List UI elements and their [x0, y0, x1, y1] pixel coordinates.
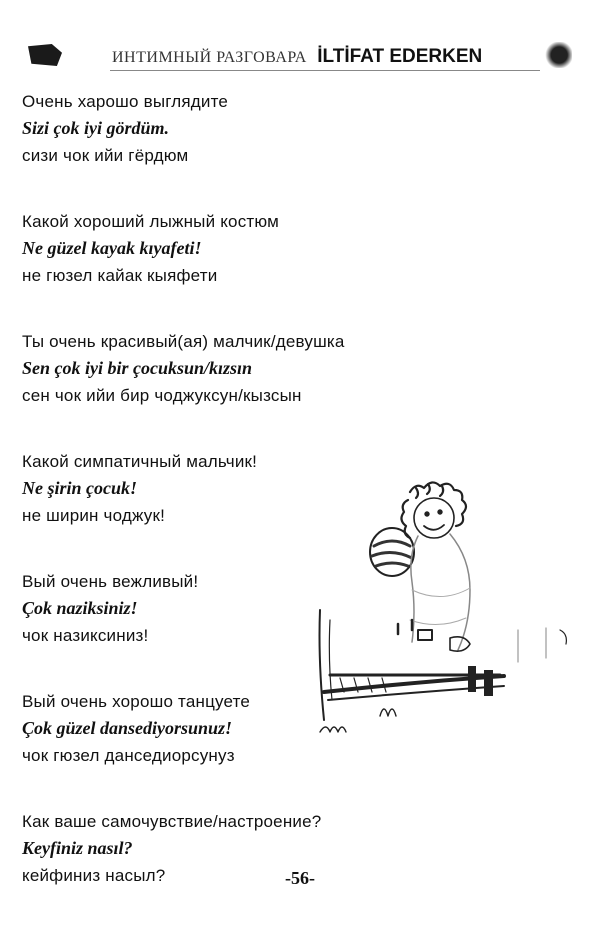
phrase-entry	[22, 208, 442, 289]
page-number: -56-	[285, 868, 315, 888]
phrase-transliteration: сизи чок ийи гёрдюм	[22, 146, 189, 165]
phrase-transliteration: сен чок ийи бир чоджуксун/кызсын	[22, 386, 302, 405]
phrase-transliteration: не гюзел кайак кыяфети	[22, 266, 218, 285]
phrase-russian: Очень харошо выглядите	[22, 92, 229, 111]
phrase-entry	[22, 328, 442, 409]
phrase-turkish: Ne şirin çocuk!	[22, 478, 138, 498]
phrase-transliteration: не ширин чоджук!	[22, 506, 166, 525]
phrase-russian: Вый очень хорошо танцуете	[22, 692, 251, 711]
phrase-transliteration: чок назиксиниз!	[22, 626, 149, 645]
phrase-turkish: Ne güzel kayak kıyafeti!	[22, 238, 202, 258]
phrase-turkish: Çok güzel dansediyorsunuz!	[22, 718, 233, 738]
page-header	[0, 40, 600, 74]
phrase-russian: Ты очень красивый(ая) малчик/девушка	[22, 332, 345, 351]
phrase-russian: Какой хороший лыжный костюм	[22, 212, 280, 231]
header-title-ru: ИНТИМНЫЙ РАЗГОВАРА	[112, 49, 307, 66]
child-on-sled-drawing-icon	[300, 470, 590, 745]
header-title	[112, 46, 482, 68]
phrase-transliteration: кейфиниз насыл?	[22, 866, 166, 885]
phrase-entry	[22, 88, 442, 169]
phrase-turkish: Çok naziksiniz!	[22, 598, 138, 618]
header-ink-blot-right	[540, 42, 572, 68]
header-rule	[110, 70, 540, 71]
phrase-russian: Как ваше самочувствие/настроение?	[22, 812, 322, 831]
header-title-tr: İLTİFAT EDERKEN	[317, 46, 483, 67]
phrase-turkish: Keyfiniz nasıl?	[22, 838, 133, 858]
phrase-russian: Какой симпатичный мальчик!	[22, 452, 258, 471]
phrase-transliteration: чок гюзел данседиорсунуз	[22, 746, 235, 765]
header-ink-blot-left	[28, 44, 62, 66]
phrase-turkish: Sizi çok iyi gördüm.	[22, 118, 170, 138]
phrase-turkish: Sen çok iyi bir çocuksun/kızsın	[22, 358, 253, 378]
phrase-russian: Вый очень вежливый!	[22, 572, 199, 591]
